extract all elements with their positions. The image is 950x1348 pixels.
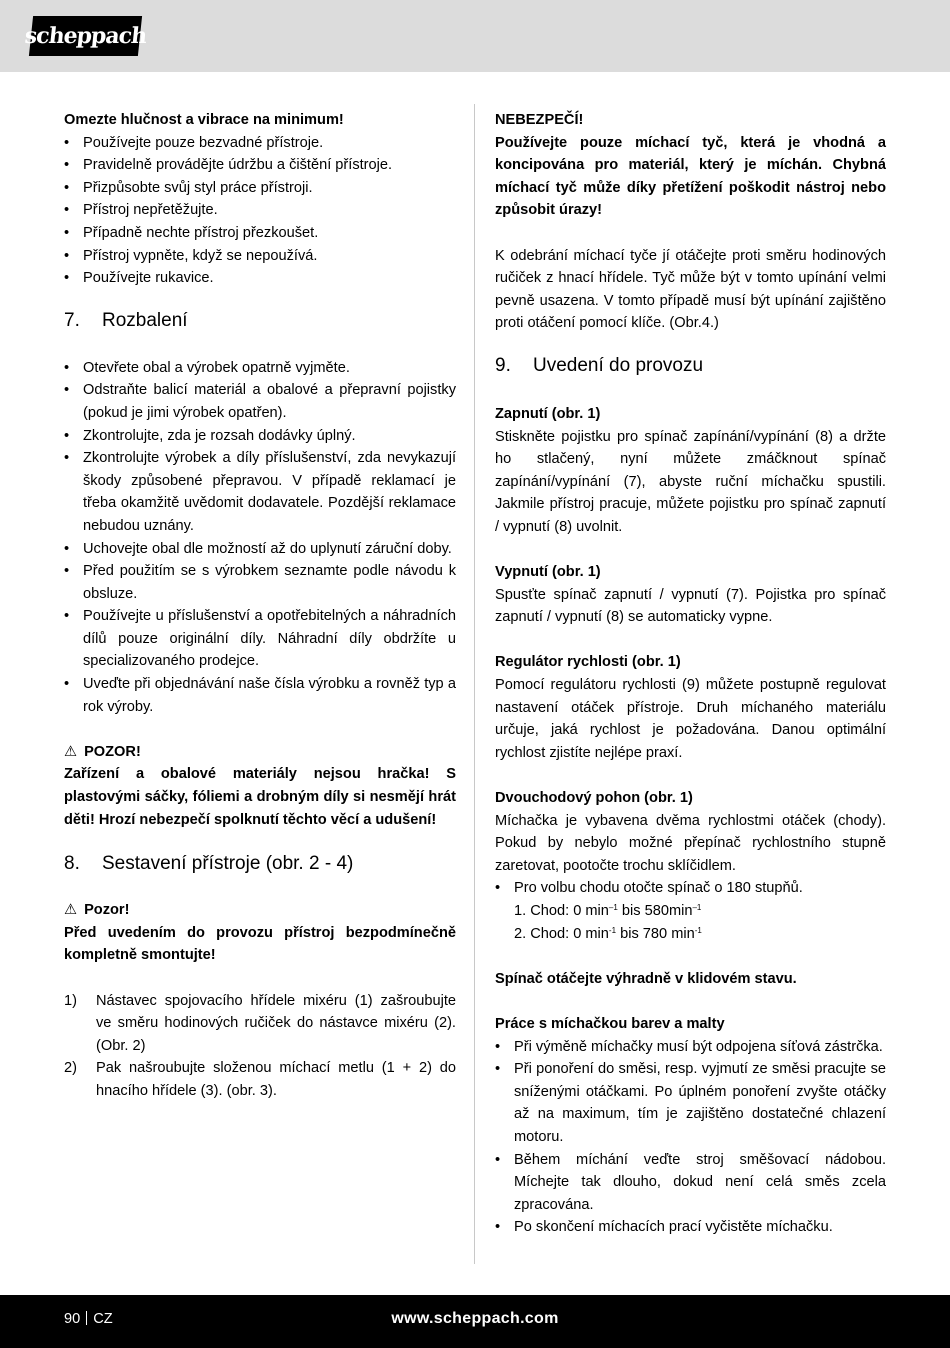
list-item: • Během míchání veďte stroj směšovací nádobou. Míchejte tak dlouho, dokud není celá směs zcela zpracována. (495, 1149, 886, 1217)
unpack-list (64, 357, 456, 719)
column-divider (474, 104, 475, 1264)
list-item: • Při výměně míchačky musí být odpojena síťová zástrčka. (495, 1036, 886, 1059)
noise-list (64, 132, 456, 290)
warning-1-title: ⚠ POZOR! (64, 741, 456, 764)
off-text: Spusťte spínač zapnutí / vypnutí (7). Pojistka pro spínač zapnutí / vypnutí (8) se automaticky vypne. (495, 586, 886, 626)
list-item: • Přístroj vypněte, když se nepoužívá. (64, 245, 456, 268)
noise-title: Omezte hlučnost a vibrace na minimum! (64, 112, 344, 128)
gear-2-line: 2. Chod: 0 $\min^{-1}$ bis 780 $\min^{-1}$ (514, 925, 702, 942)
warning-1-text: Zařízení a obalové materiály nejsou hračka! S plastovými sáčky, fóliemi a drobným díly si nesmějí hrát děti! Hrozí nebezpečí spolknutí těchto věcí a udušení! (64, 766, 456, 828)
list-item: • Používejte u příslušenství a opotřebitelných a náhradních dílů pouze originální díly. Náhradní díly obdržíte u specializovaného prodejce. (64, 605, 456, 673)
list-item: • Uveďte při objednávání naše čísla výrobku a rovněž typ a rok výroby. (64, 673, 456, 718)
list-item: • Používejte pouze bezvadné přístroje. (64, 132, 456, 155)
remove-text: K odebrání míchací tyče jí otáčejte proti směru hodinových ručiček z hnací hřídele. Tyč může být v tomto upínání velmi pevně usazena. V tomto případě musí být upínání zajištěno proti otáčení pomocí klíče. (Obr.4.) (495, 247, 886, 332)
section-7-heading: 7. Rozbalení (64, 309, 188, 331)
scheppach-logo: scheppach (29, 16, 142, 56)
section-9-heading: 9. Uvedení do provozu (495, 354, 704, 376)
right-column (495, 109, 886, 1239)
list-item: • Používejte rukavice. (64, 267, 456, 290)
page-header (0, 0, 950, 72)
list-item: • Pravidelně provádějte údržbu a čištění přístroje. (64, 154, 456, 177)
warning-2-title: ⚠ Pozor! (64, 899, 456, 922)
on-text: Stiskněte pojistku pro spínač zapínání/vypínání (8) a držte ho stlačený, nyní můžete zmáčknout spínač zapínání/vypínání (7), abyste ruční míchačku spustili. Jakmile přístroj pracuje, můžete pojistku pro spínač zapnutí / vypnutí (8) uvolnit. (495, 428, 886, 535)
list-item: • Zkontrolujte, zda je rozsah dodávky úplný. (64, 425, 456, 448)
list-item: 2) Pak našroubujte složenou míchací metlu (1 + 2) do hnacího hřídele (3). (obr. 3). (64, 1060, 456, 1099)
list-item: • Pro volbu chodu otočte spínač o 180 stupňů. (495, 877, 886, 900)
warning-triangle-icon: ⚠ (64, 902, 78, 919)
list-item: 1) Nástavec spojovacího hřídele mixéru (1) zašroubujte ve směru hodinových ručiček do nástavce mixéru (2). (Obr. 2) (64, 992, 456, 1054)
gear-title: Dvouchodový pohon (obr. 1) (495, 790, 693, 807)
switch-note: Spínač otáčejte výhradně v klidovém stavu. (495, 970, 797, 987)
paint-title: Práce s míchačkou barev a malty (495, 1015, 725, 1032)
on-title: Zapnutí (obr. 1) (495, 405, 601, 422)
danger-text: Používejte pouze míchací tyč, která je vhodná a koncipována pro materiál, který je míchán. Chybná míchací tyč může díky přetížení poškodit nástroj nebo způsobit úrazy! (495, 134, 886, 219)
page-number: 90 CZ (64, 1311, 113, 1327)
speed-text: Pomocí regulátoru rychlosti (9) můžete postupně regulovat nastavení otáček přístroje. Druh míchaného materiálu určuje, jaká rychlost je požadována. Danou optimální rychlost zjistíte nejlépe praxí. (495, 677, 886, 761)
list-item: • Otevřete obal a výrobek opatrně vyjměte. (64, 357, 456, 380)
list-item: • Případně nechte přístroj přezkoušet. (64, 222, 456, 245)
gear-list (495, 877, 886, 900)
gear-text: Míchačka je vybavena dvěma rychlostmi otáček (chody). Pokud by nebylo možné přepínač rychlostního stupně zaretovat, pootočte trochu sklíčidlem. (495, 812, 886, 874)
list-item: • Přizpůsobte svůj styl práce přístroji. (64, 177, 456, 200)
left-column (64, 109, 456, 1103)
website-link[interactable]: www.scheppach.com (391, 1310, 559, 1327)
warning-2-text: Před uvedením do provozu přístroj bezpodmínečně kompletně smontujte! (64, 924, 456, 964)
gear-1-line: 1. Chod: 0 $\min^{-1}$ bis $580\min^{-1}$ (514, 903, 702, 919)
list-item: • Odstraňte balicí materiál a obalové a přepravní pojistky (pokud je jimi výrobek opatřen). (64, 379, 456, 424)
list-item: • Přístroj nepřetěžujte. (64, 199, 456, 222)
speed-title: Regulátor rychlosti (obr. 1) (495, 654, 681, 671)
list-item: • Uchovejte obal dle možností až do uplynutí záruční doby. (64, 538, 456, 561)
list-item: • Při ponoření do směsi, resp. vyjmutí ze směsi pracujte se sníženými otáčkami. Po úplném ponoření zvyšte otáčky až na maximum, tím je zajištěno dostatečné chlazení motoru. (495, 1058, 886, 1148)
list-item: • Po skončení míchacích prací vyčistěte míchačku. (495, 1216, 886, 1239)
list-item: • Před použitím se s výrobkem seznamte podle návodu k obsluze. (64, 560, 456, 605)
list-item: • Zkontrolujte výrobek a díly příslušenství, zda nevykazují škody způsobené přepravou. V případě reklamací je třeba okamžitě uvědomit dodavatele. Pozdější reklamace nebudou uznány. (64, 447, 456, 537)
assembly-steps (64, 990, 456, 1103)
off-title: Vypnutí (obr. 1) (495, 564, 601, 581)
danger-title: NEBEZPEČÍ! (495, 112, 584, 128)
warning-triangle-icon: ⚠ (64, 743, 78, 760)
section-8-heading: 8. Sestavení přístroje (obr. 2 - 4) (64, 853, 354, 875)
paint-list (495, 1036, 886, 1239)
page-footer (0, 1295, 950, 1348)
